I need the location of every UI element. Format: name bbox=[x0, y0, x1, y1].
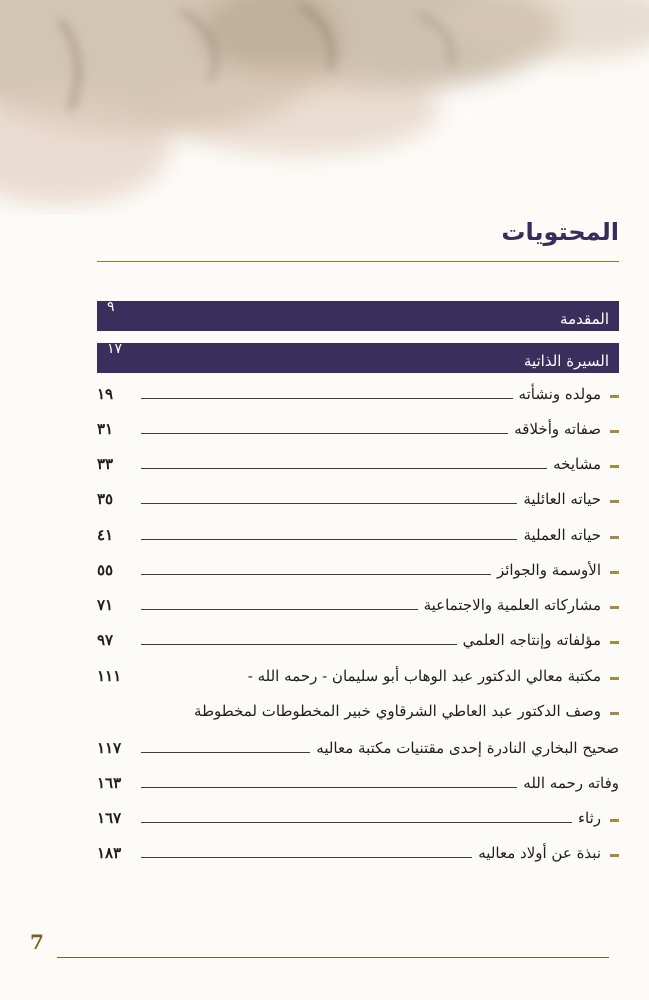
entry-page-number: ١٦٧ bbox=[97, 809, 122, 827]
entry-label: حياته العملية bbox=[523, 526, 601, 544]
dot-leader bbox=[141, 787, 517, 788]
footer-page-number: 7 bbox=[30, 930, 44, 954]
title-divider bbox=[97, 261, 619, 262]
entry-page-number: ٣٥ bbox=[97, 490, 114, 508]
bullet-marker bbox=[610, 536, 619, 539]
entry-page-number: ١٦٣ bbox=[97, 774, 122, 792]
entry-label: مؤلفاته وإنتاجه العلمي bbox=[462, 631, 601, 649]
entry-label: نبذة عن أولاد معاليه bbox=[478, 844, 601, 862]
section-label: السيرة الذاتية bbox=[523, 352, 609, 370]
dot-leader bbox=[141, 574, 491, 575]
toc-entry[interactable] bbox=[97, 766, 619, 794]
page-title: المحتويات bbox=[501, 218, 619, 246]
dot-leader bbox=[141, 539, 517, 540]
bullet-marker bbox=[610, 641, 619, 644]
toc-entry[interactable] bbox=[97, 588, 619, 616]
section-page-number: ٩ bbox=[107, 299, 115, 315]
bullet-marker bbox=[610, 395, 619, 398]
toc-section-intro[interactable] bbox=[97, 301, 619, 331]
section-label: المقدمة bbox=[560, 310, 609, 328]
dot-leader bbox=[141, 503, 517, 504]
entry-label: الأوسمة والجوائز bbox=[496, 561, 601, 579]
toc-entry[interactable] bbox=[97, 447, 619, 475]
bullet-marker bbox=[610, 430, 619, 433]
entry-page-number: ١١١ bbox=[97, 667, 122, 685]
entry-label: وصف الدكتور عبد العاطي الشرقاوي خبير المخطوطات لمخطوطة bbox=[194, 702, 601, 720]
toc-entry[interactable] bbox=[97, 482, 619, 510]
bullet-marker bbox=[610, 465, 619, 468]
bullet-marker bbox=[610, 500, 619, 503]
entry-label-continued: صحيح البخاري النادرة إحدى مقتنيات مكتبة معاليه bbox=[316, 739, 619, 757]
dot-leader bbox=[141, 433, 508, 434]
entry-label: مشاركاته العلمية والاجتماعية bbox=[423, 596, 601, 614]
toc-entry[interactable] bbox=[97, 518, 619, 546]
entry-label: حياته العائلية bbox=[523, 490, 601, 508]
section-page-number: ١٧ bbox=[107, 341, 123, 357]
entry-page-number: ٩٧ bbox=[97, 631, 114, 649]
toc-entry[interactable] bbox=[97, 412, 619, 440]
bullet-marker bbox=[610, 819, 619, 822]
entry-page-number: ٣٣ bbox=[97, 455, 114, 473]
entry-page-number: ١٩ bbox=[97, 385, 114, 403]
dot-leader bbox=[141, 468, 547, 469]
entry-label: مشايخه bbox=[553, 455, 601, 473]
entry-label: مكتبة معالي الدكتور عبد الوهاب أبو سليمان - رحمه الله - bbox=[247, 667, 601, 685]
dot-leader bbox=[141, 822, 572, 823]
bullet-marker bbox=[610, 677, 619, 680]
entry-label: وفاته رحمه الله bbox=[523, 774, 619, 792]
entry-page-number: ٤١ bbox=[97, 526, 114, 544]
toc-entry[interactable] bbox=[97, 659, 619, 687]
entry-page-number: ١٨٣ bbox=[97, 844, 122, 862]
toc-entry[interactable] bbox=[97, 377, 619, 405]
bullet-marker bbox=[610, 712, 619, 715]
entry-label: صفاته وأخلاقه bbox=[514, 420, 601, 438]
toc-entry-line1[interactable] bbox=[97, 694, 619, 722]
dot-leader bbox=[141, 752, 310, 753]
dot-leader bbox=[141, 644, 457, 645]
toc-entry[interactable] bbox=[97, 623, 619, 651]
entry-label: مولده ونشأته bbox=[518, 385, 601, 403]
bullet-marker bbox=[610, 606, 619, 609]
dot-leader bbox=[141, 609, 418, 610]
entry-page-number: ٥٥ bbox=[97, 561, 114, 579]
dot-leader bbox=[141, 398, 513, 399]
bullet-marker bbox=[610, 854, 619, 857]
entry-label: رثاء bbox=[577, 809, 601, 827]
footer-divider bbox=[57, 957, 609, 958]
header-watercolor-art bbox=[0, 0, 649, 215]
bullet-marker bbox=[610, 571, 619, 574]
entry-page-number: ١١٧ bbox=[97, 739, 122, 757]
entry-page-number: ٧١ bbox=[97, 596, 114, 614]
toc-entry-line2[interactable] bbox=[97, 731, 619, 759]
toc-entry[interactable] bbox=[97, 836, 619, 864]
entry-page-number: ٣١ bbox=[97, 420, 114, 438]
toc-entry[interactable] bbox=[97, 801, 619, 829]
toc-section-biography[interactable] bbox=[97, 343, 619, 373]
dot-leader bbox=[141, 857, 472, 858]
toc-entry[interactable] bbox=[97, 553, 619, 581]
